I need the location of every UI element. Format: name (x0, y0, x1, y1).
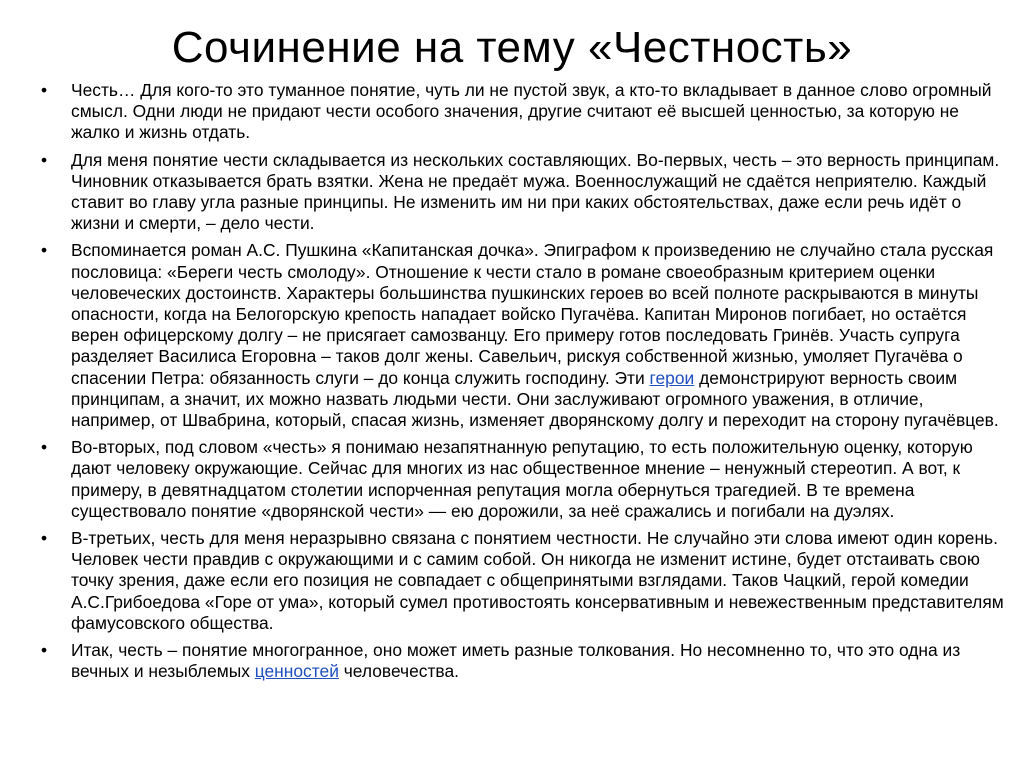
list-item (38, 528, 1004, 634)
paragraph-text (71, 640, 1004, 682)
bullet-icon: • (40, 640, 48, 661)
list-item (38, 80, 1004, 144)
values-link[interactable]: ценностей (254, 661, 339, 682)
bullet-icon: • (40, 240, 48, 261)
bullet-icon: • (40, 437, 48, 458)
list-item (38, 150, 1004, 235)
bullet-icon: • (40, 149, 48, 170)
paragraph-text-part: Итак, честь – понятие многогранное, оно может иметь разные толкования. Но несомненно то, что это одна из вечных и незыблемых (71, 640, 961, 682)
paragraph-text: Для меня понятие чести складывается из нескольких составляющих. Во-первых, честь – это верность принципам. Чиновник отказывается брать взятки. Жена не предаёт мужа. Военнослужащий не сдаётся неприятелю. Каждый ставит во главу угла разные принципы. Не изменить им ни при каких обстоятельствах, даже если речь идёт о жизни и смерти, – дело чести. (71, 149, 1000, 234)
bullet-icon: • (40, 80, 48, 100)
paragraph-text: Честь… Для кого-то это туманное понятие, чуть ли не пустой звук, а кто-то вкладывает в данное слово огромный смысл. Одни люди не придают чести особого значения, другие считают её высшей ценностью, за которую не жалко и жизнь отдать. (71, 80, 992, 143)
paragraph-text-part: Вспоминается роман А.С. Пушкина «Капитанская дочка». Эпиграфом к произведению не случайно стала русская пословица: «Береги честь смолоду». Отношение к чести стало в романе своеобразным критерием оценки человеческих достоинств. Характеры большинства пушкинских героев во всей полноте раскрываются в минуты опасности, когда на Белогорскую крепость нападает войско Пугачёва. Капитан Миронов погибает, но остаётся верен офицерскому долгу – не присягает самозванцу. Его примеру готов последовать Гринёв. Участь супруга разделяет Василиса Егоровна – таков долг жены. Савельич, рискуя собственной жизнью, умоляет Пугачёва о спасении Петра: обязанность слуги – до конца служить господину. Эти (71, 240, 994, 388)
heroes-link[interactable]: герои (649, 367, 695, 388)
slide-title: Сочинение на тему «Честность» (171, 23, 853, 72)
paragraph-text: Во-вторых, под словом «честь» я понимаю незапятнанную репутацию, то есть положительную оценку, которую дают человеку окружающие. Сейчас для многих из нас общественное мнение – ненужный стереотип. А вот, к примеру, в девятнадцатом столетии испорченная репутация могла обернуться трагедией. В те времена существовало понятие «дворянской чести» — ею дорожили, за неё сражались и погибали на дуэлях. (71, 437, 973, 521)
list-item (38, 640, 1004, 682)
paragraph-text-part: человечества. (338, 661, 459, 682)
list-item (38, 240, 1004, 431)
paragraph-text-part: демонстрируют верность своим принципам, а значит, их можно назвать людьми чести. Они заслуживают огромного уважения, в отличие, например, от Швабрина, который, спасая жизнь, изменяет дворянскому долгу и переходит на сторону пугачёвцев. (71, 367, 999, 431)
essay-bullet-list (38, 80, 1004, 688)
paragraph-text (71, 240, 1004, 431)
bullet-icon: • (40, 528, 48, 549)
list-item (38, 437, 1004, 522)
paragraph-text: В-третьих, честь для меня неразрывно связана с понятием честности. Не случайно эти слова имеют один корень. Человек чести правдив с окружающими и с самим собой. Он никогда не изменит истине, будет отстаивать свою точку зрения, даже если его позиция не совпадает с общепринятыми взглядами. Таков Чацкий, герой комедии А.С.Грибоедова «Горе от ума», который сумел противостоять консервативным и невежественным представителям фамусовского общества. (71, 528, 1004, 633)
